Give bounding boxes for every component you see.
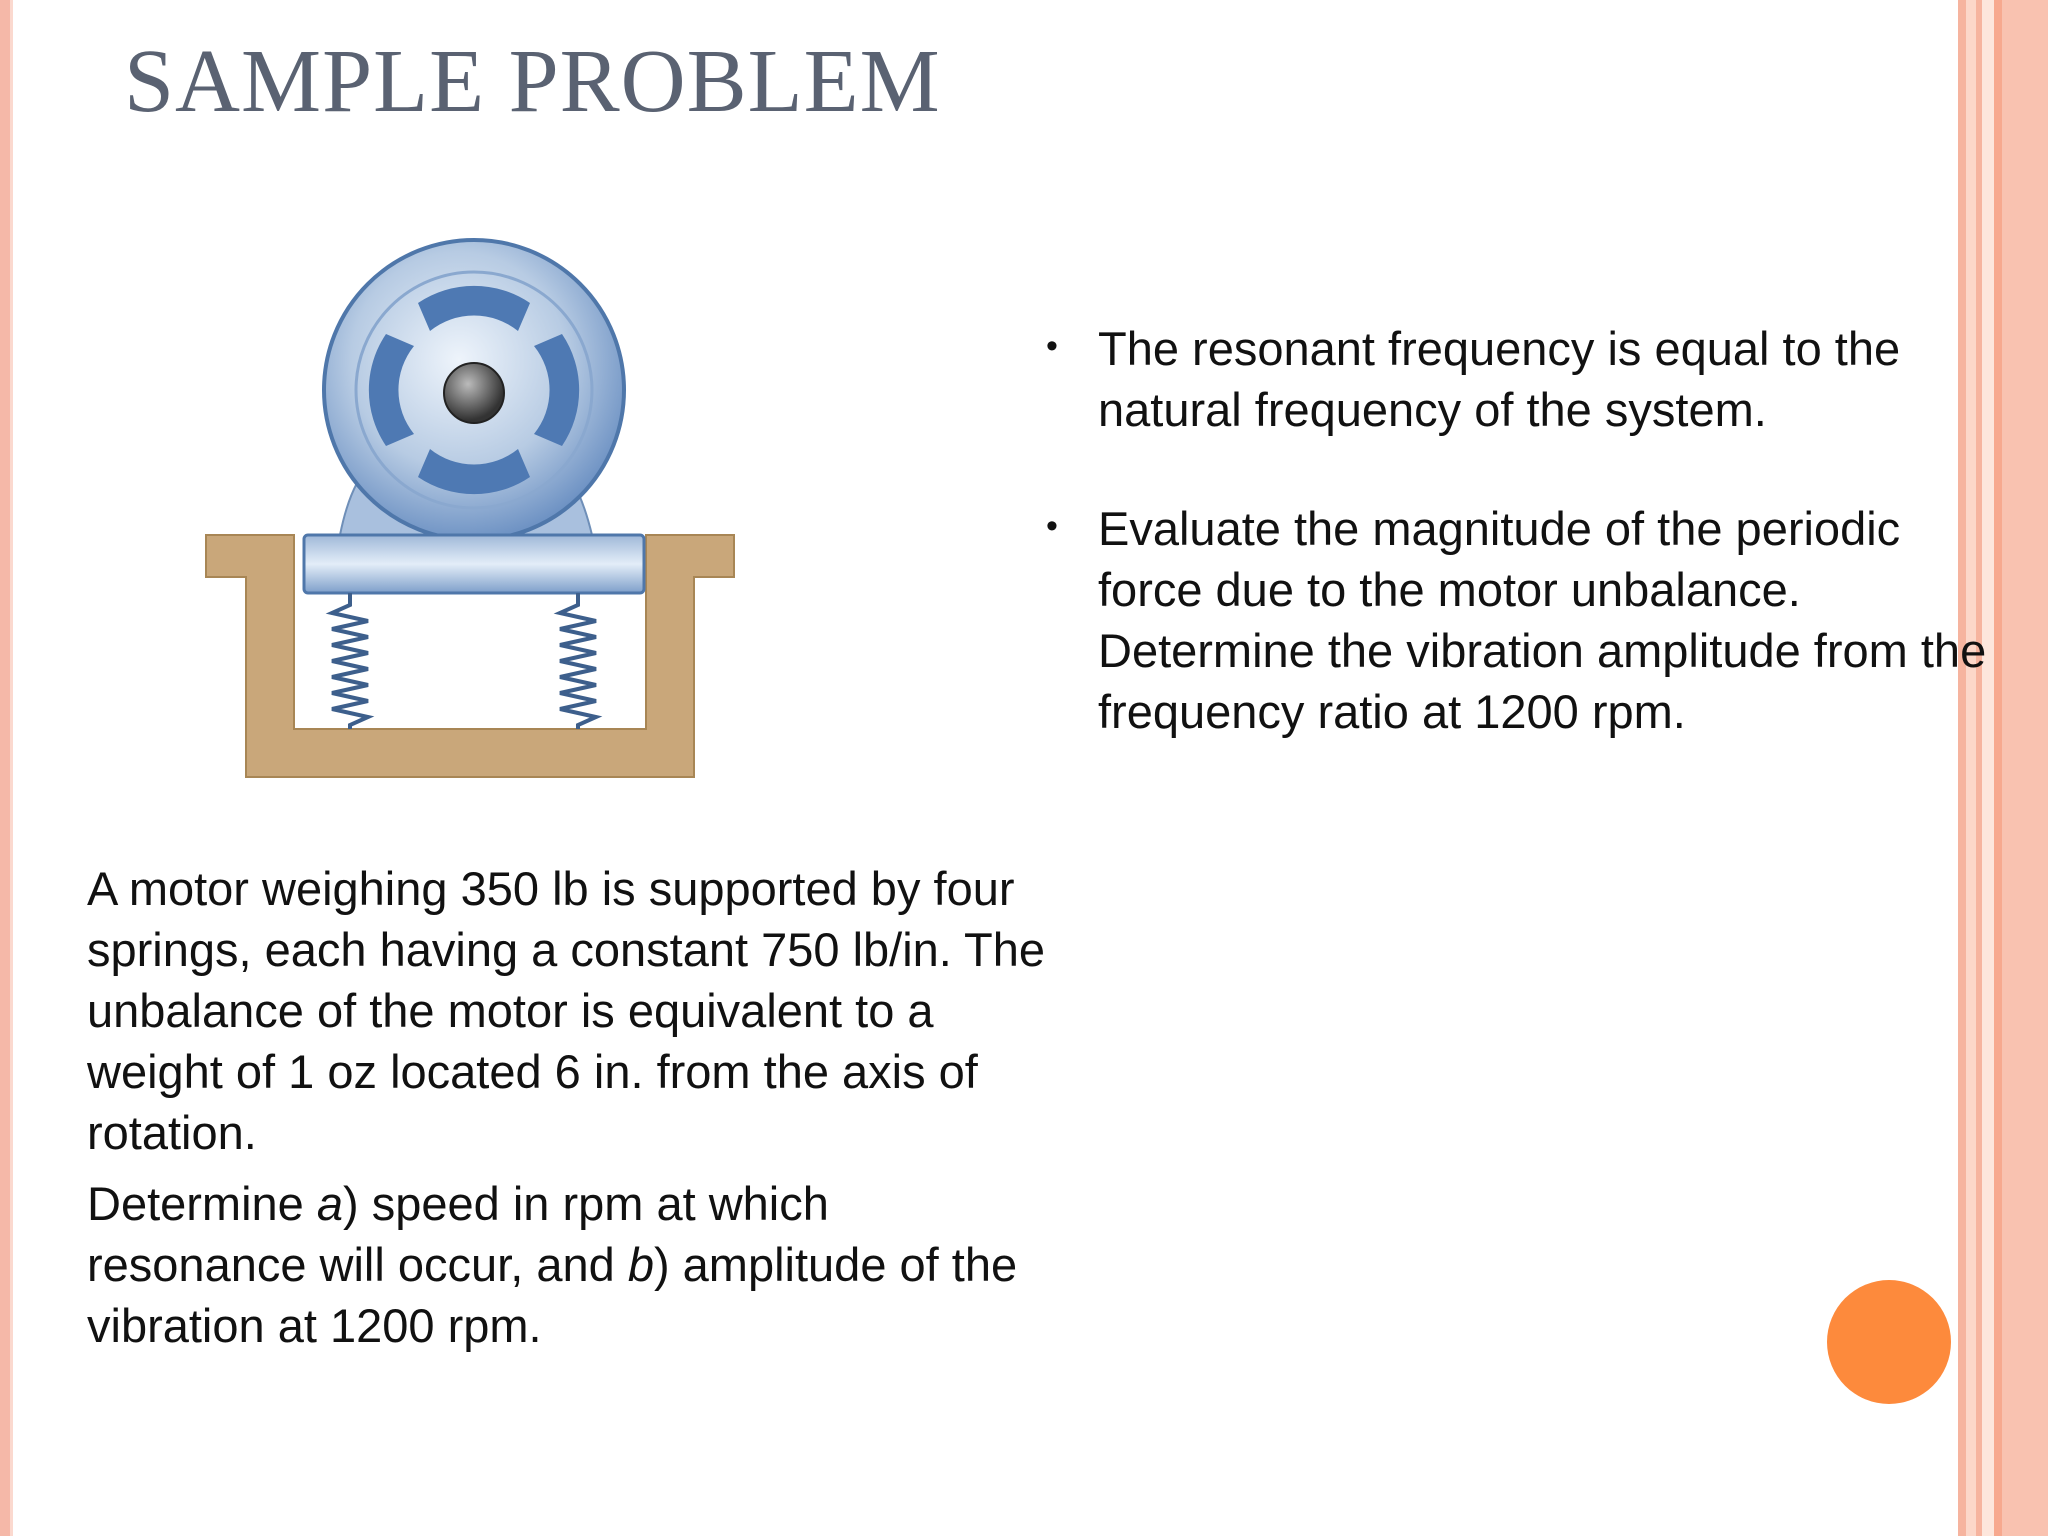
bullet-item xyxy=(1040,318,1990,440)
motor-base xyxy=(304,535,644,593)
bullet-text: The resonant frequency is equal to the natural frequency of the system. xyxy=(1098,322,1901,436)
bullet-marker: • xyxy=(1046,327,1058,365)
right-border-stripe xyxy=(1994,0,2002,1536)
bullet-item xyxy=(1040,498,1990,742)
problem-statement xyxy=(87,858,1047,1366)
motor-shaft xyxy=(444,363,504,423)
bullet-text: Evaluate the magnitude of the periodic force due to the motor unbalance. Determine the vibration amplitude from the frequency ratio at 1200 rpm. xyxy=(1098,502,1987,738)
bullet-list xyxy=(1040,318,1990,800)
accent-circle xyxy=(1827,1280,1951,1404)
motor-on-springs-illustration xyxy=(200,235,748,790)
left-spring xyxy=(332,593,368,729)
left-border-inner xyxy=(10,0,13,1536)
right-border-stripe xyxy=(2002,0,2048,1536)
left-border xyxy=(0,0,10,1536)
problem-question: Determine a) speed in rpm at which resonance will occur, and b) amplitude of the vibration at 1200 rpm. xyxy=(87,1177,1018,1352)
slide-title: SAMPLE PROBLEM xyxy=(124,32,941,131)
problem-paragraph: A motor weighing 350 lb is supported by four springs, each having a constant 750 lb/in. The unbalance of the motor is equivalent to a weight of 1 oz located 6 in. from the axis of rotation. xyxy=(87,862,1046,1159)
bullet-marker: • xyxy=(1046,507,1058,545)
right-spring xyxy=(560,593,596,729)
